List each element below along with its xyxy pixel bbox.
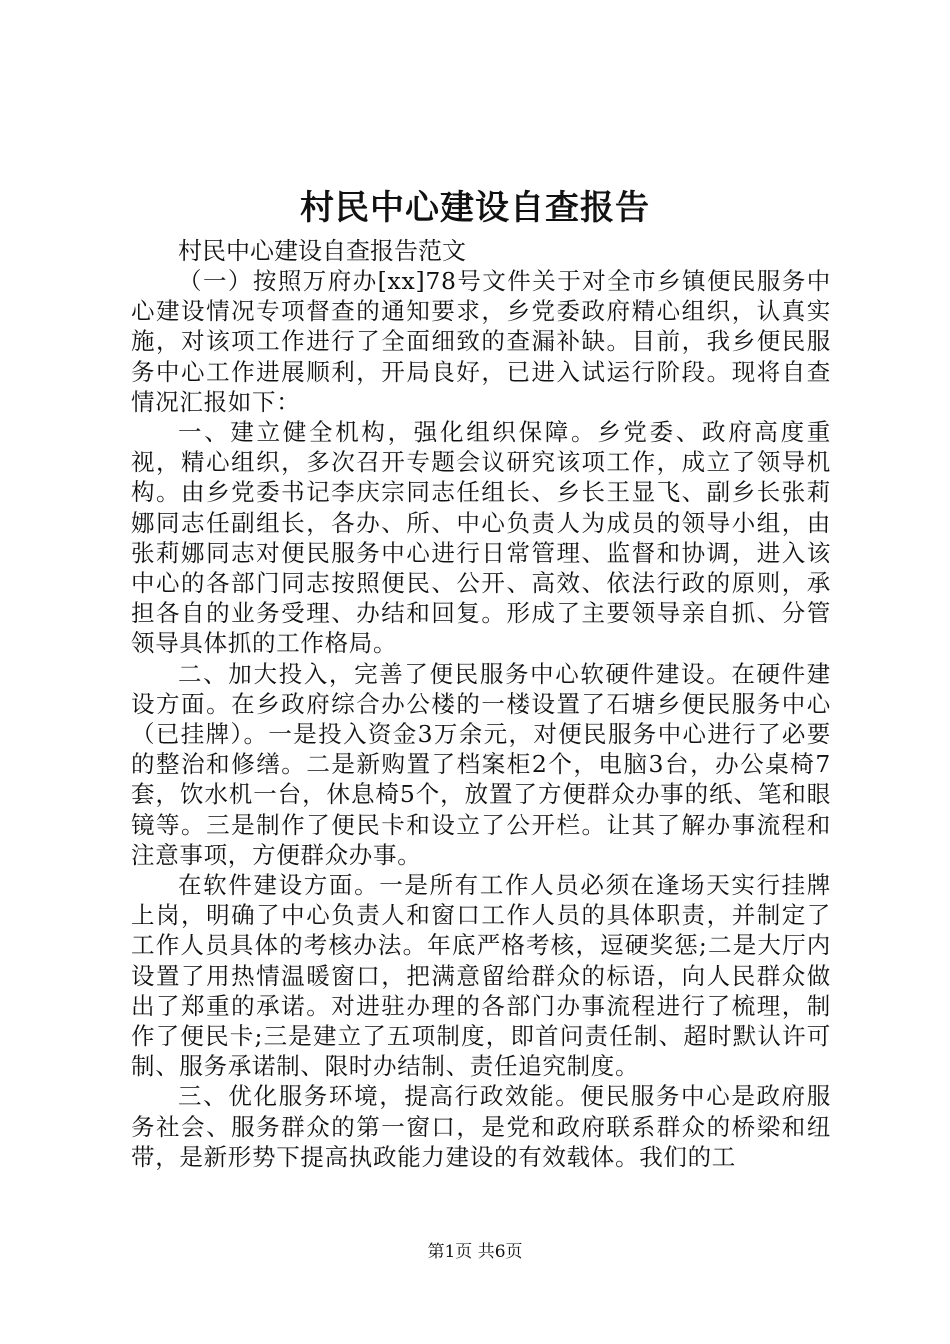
paragraph-section-3: 三、优化服务环境，提高行政效能。便民服务中心是政府服务社会、服务群众的第一窗口，是党和政府联系群众的桥梁和纽带，是新形势下提高执政能力建设的有效载体。我们的工	[131, 1082, 831, 1171]
document-title: 村民中心建设自查报告	[300, 188, 650, 228]
paragraph-software: 在软件建设方面。一是所有工作人员必须在逢场天实行挂牌上岗，明确了中心负责人和窗口工作人员的具体职责，并制定了工作人员具体的考核办法。年底严格考核，逗硬奖惩;二是大厅内设置了用热情温暖窗口，把满意留给群众的标语，向人民群众做出了郑重的承诺。对进驻办理的各部门办事流程进行了梳理，制作了便民卡;三是建立了五项制度，即首问责任制、超时默认许可制、服务承诺制、限时办结制、责任追究制度。	[131, 871, 831, 1081]
paragraph-section-1: 一、建立健全机构，强化组织保障。乡党委、政府高度重视，精心组织，多次召开专题会议研究该项工作，成立了领导机构。由乡党委书记李庆宗同志任组长、乡长王显飞、副乡长张莉娜同志任副组长，各办、所、中心负责人为成员的领导小组，由张莉娜同志对便民服务中心进行日常管理、监督和协调，进入该中心的各部门同志按照便民、公开、高效、依法行政的原则，承担各自的业务受理、办结和回复。形成了主要领导亲自抓、分管领导具体抓的工作格局。	[131, 418, 831, 658]
paragraph-intro: （一）按照万府办[xx]78号文件关于对全市乡镇便民服务中心建设情况专项督查的通知要求，乡党委政府精心组织，认真实施，对该项工作进行了全面细致的查漏补缺。目前，我乡便民服务中心工作进展顺利，开局良好，已进入试运行阶段。现将自查情况汇报如下：	[131, 267, 831, 416]
page-footer: 第1页 共6页	[427, 1242, 523, 1262]
paragraph-section-2: 二、加大投入，完善了便民服务中心软硬件建设。在硬件建设方面。在乡政府综合办公楼的一楼设置了石塘乡便民服务中心（已挂牌）。一是投入资金3万余元，对便民服务中心进行了必要的整治和修缮。二是新购置了档案柜2个，电脑3台，办公桌椅7套，饮水机一台，休息椅5个，放置了方便群众办事的纸、笔和眼镜等。三是制作了便民卡和设立了公开栏。让其了解办事流程和注意事项，方便群众办事。	[131, 659, 831, 869]
document-body	[131, 266, 831, 1172]
document-subtitle: 村民中心建设自查报告范文	[178, 237, 466, 265]
